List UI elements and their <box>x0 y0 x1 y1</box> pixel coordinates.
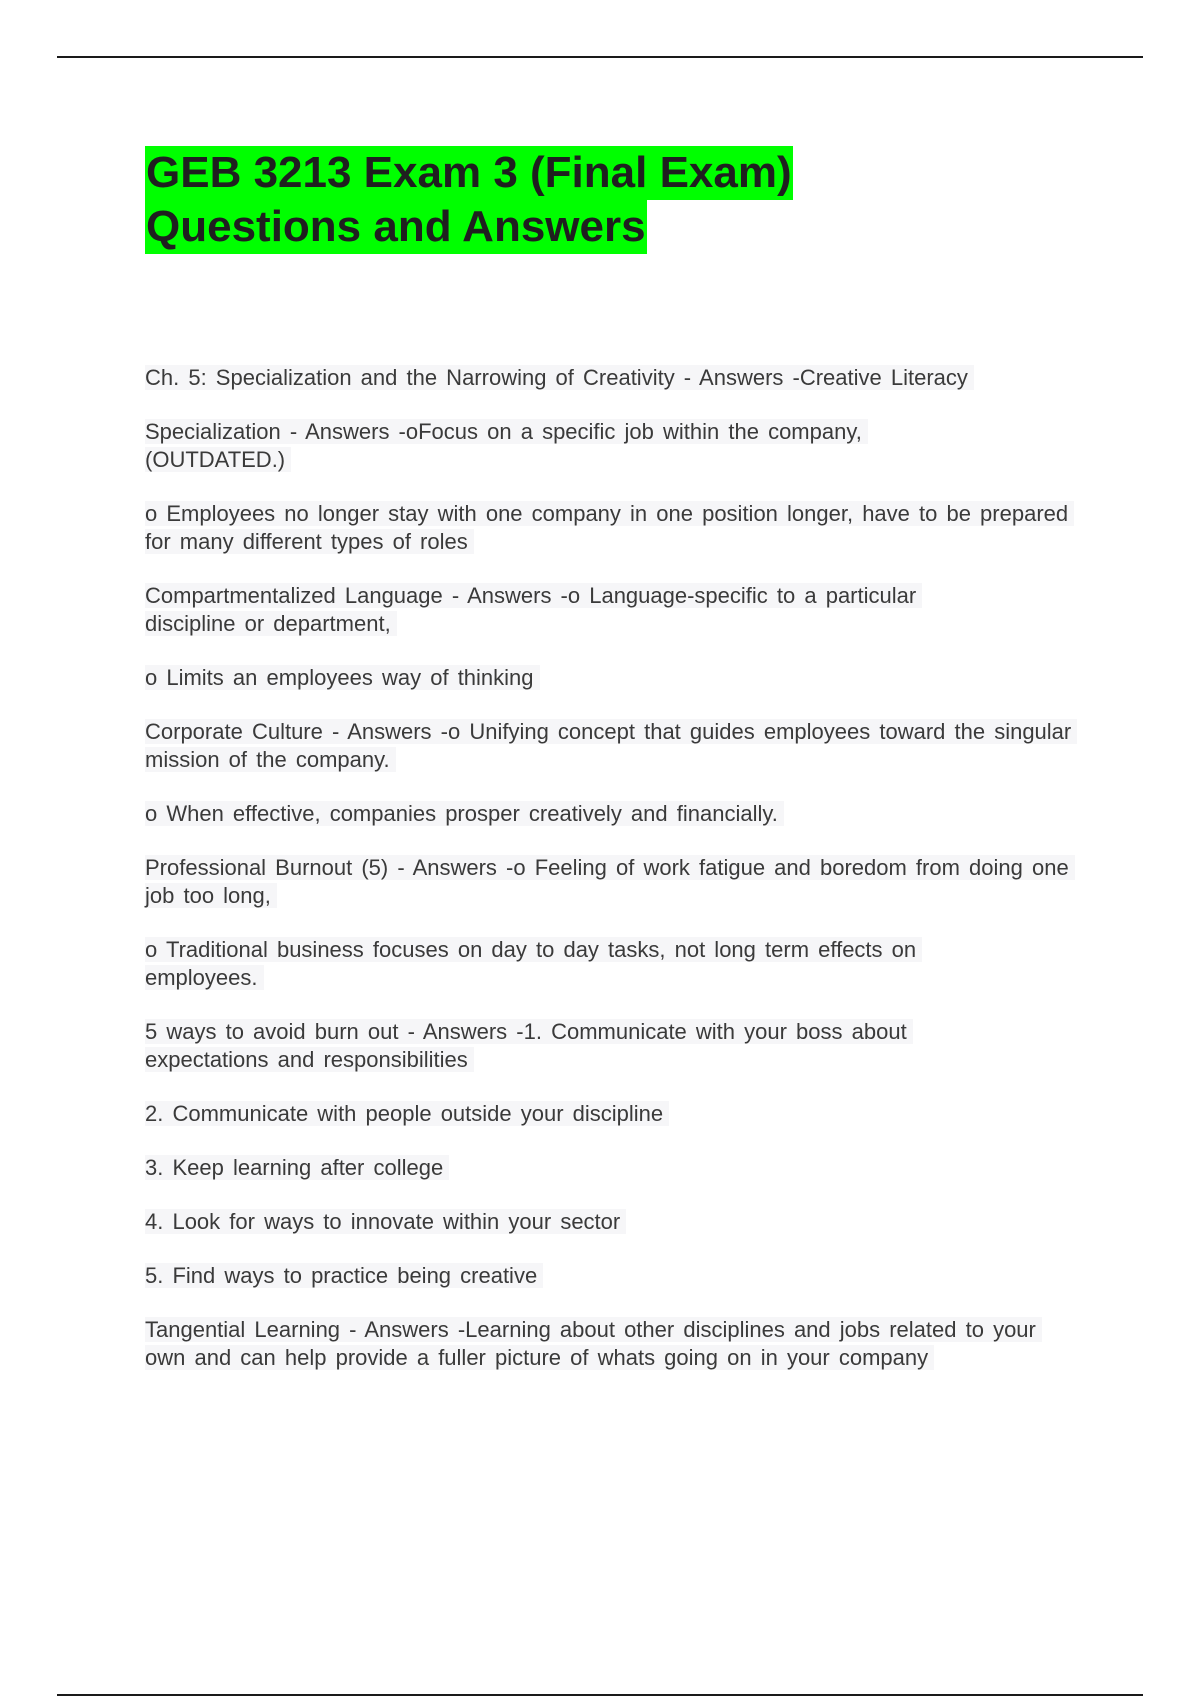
document-body <box>145 364 1085 1398</box>
paragraph <box>145 500 1085 556</box>
paragraph <box>145 1316 1055 1372</box>
paragraph-text: o When effective, companies prosper creatively and financially. <box>145 801 784 826</box>
paragraph-text: o Limits an employees way of thinking <box>145 665 540 690</box>
paragraph <box>145 1018 1005 1074</box>
paragraph-text: 4. Look for ways to innovate within your sector <box>145 1209 626 1234</box>
paragraph-text: Compartmentalized Language - Answers -o Language-specific to a particular discipline or department, <box>145 583 922 636</box>
paragraph <box>145 1100 1085 1128</box>
paragraph <box>145 664 1085 692</box>
paragraph-text: Specialization - Answers -oFocus on a specific job within the company, (OUTDATED.) <box>145 419 868 472</box>
document-title <box>145 146 905 254</box>
paragraph-text: 2. Communicate with people outside your discipline <box>145 1101 669 1126</box>
title-line-2: Questions and Answers <box>145 200 647 254</box>
paragraph <box>145 854 1085 910</box>
paragraph-text: 5 ways to avoid burn out - Answers -1. Communicate with your boss about expectations and responsibilities <box>145 1019 913 1072</box>
paragraph <box>145 1154 1085 1182</box>
paragraph <box>145 1208 1085 1236</box>
top-rule <box>57 56 1143 58</box>
paragraph <box>145 582 1005 638</box>
paragraph <box>145 364 1085 392</box>
paragraph <box>145 936 1015 992</box>
paragraph-text: Corporate Culture - Answers -o Unifying concept that guides employees toward the singular mission of the company. <box>145 719 1077 772</box>
paragraph-text: 3. Keep learning after college <box>145 1155 449 1180</box>
paragraph <box>145 418 905 474</box>
paragraph-text: o Employees no longer stay with one company in one position longer, have to be prepared for many different types of roles <box>145 501 1074 554</box>
paragraph-text: 5. Find ways to practice being creative <box>145 1263 543 1288</box>
bottom-rule <box>57 1694 1143 1696</box>
paragraph-text: o Traditional business focuses on day to day tasks, not long term effects on employees. <box>145 937 922 990</box>
paragraph-text: Professional Burnout (5) - Answers -o Feeling of work fatigue and boredom from doing one job too long, <box>145 855 1075 908</box>
title-line-1: GEB 3213 Exam 3 (Final Exam) <box>145 146 793 200</box>
paragraph-text: Ch. 5: Specialization and the Narrowing of Creativity - Answers -Creative Literacy <box>145 365 974 390</box>
paragraph <box>145 718 1085 774</box>
paragraph <box>145 800 1085 828</box>
paragraph-text: Tangential Learning - Answers -Learning about other disciplines and jobs related to your own and can help provide a fuller picture of whats going on in your company <box>145 1317 1042 1370</box>
paragraph <box>145 1262 1085 1290</box>
